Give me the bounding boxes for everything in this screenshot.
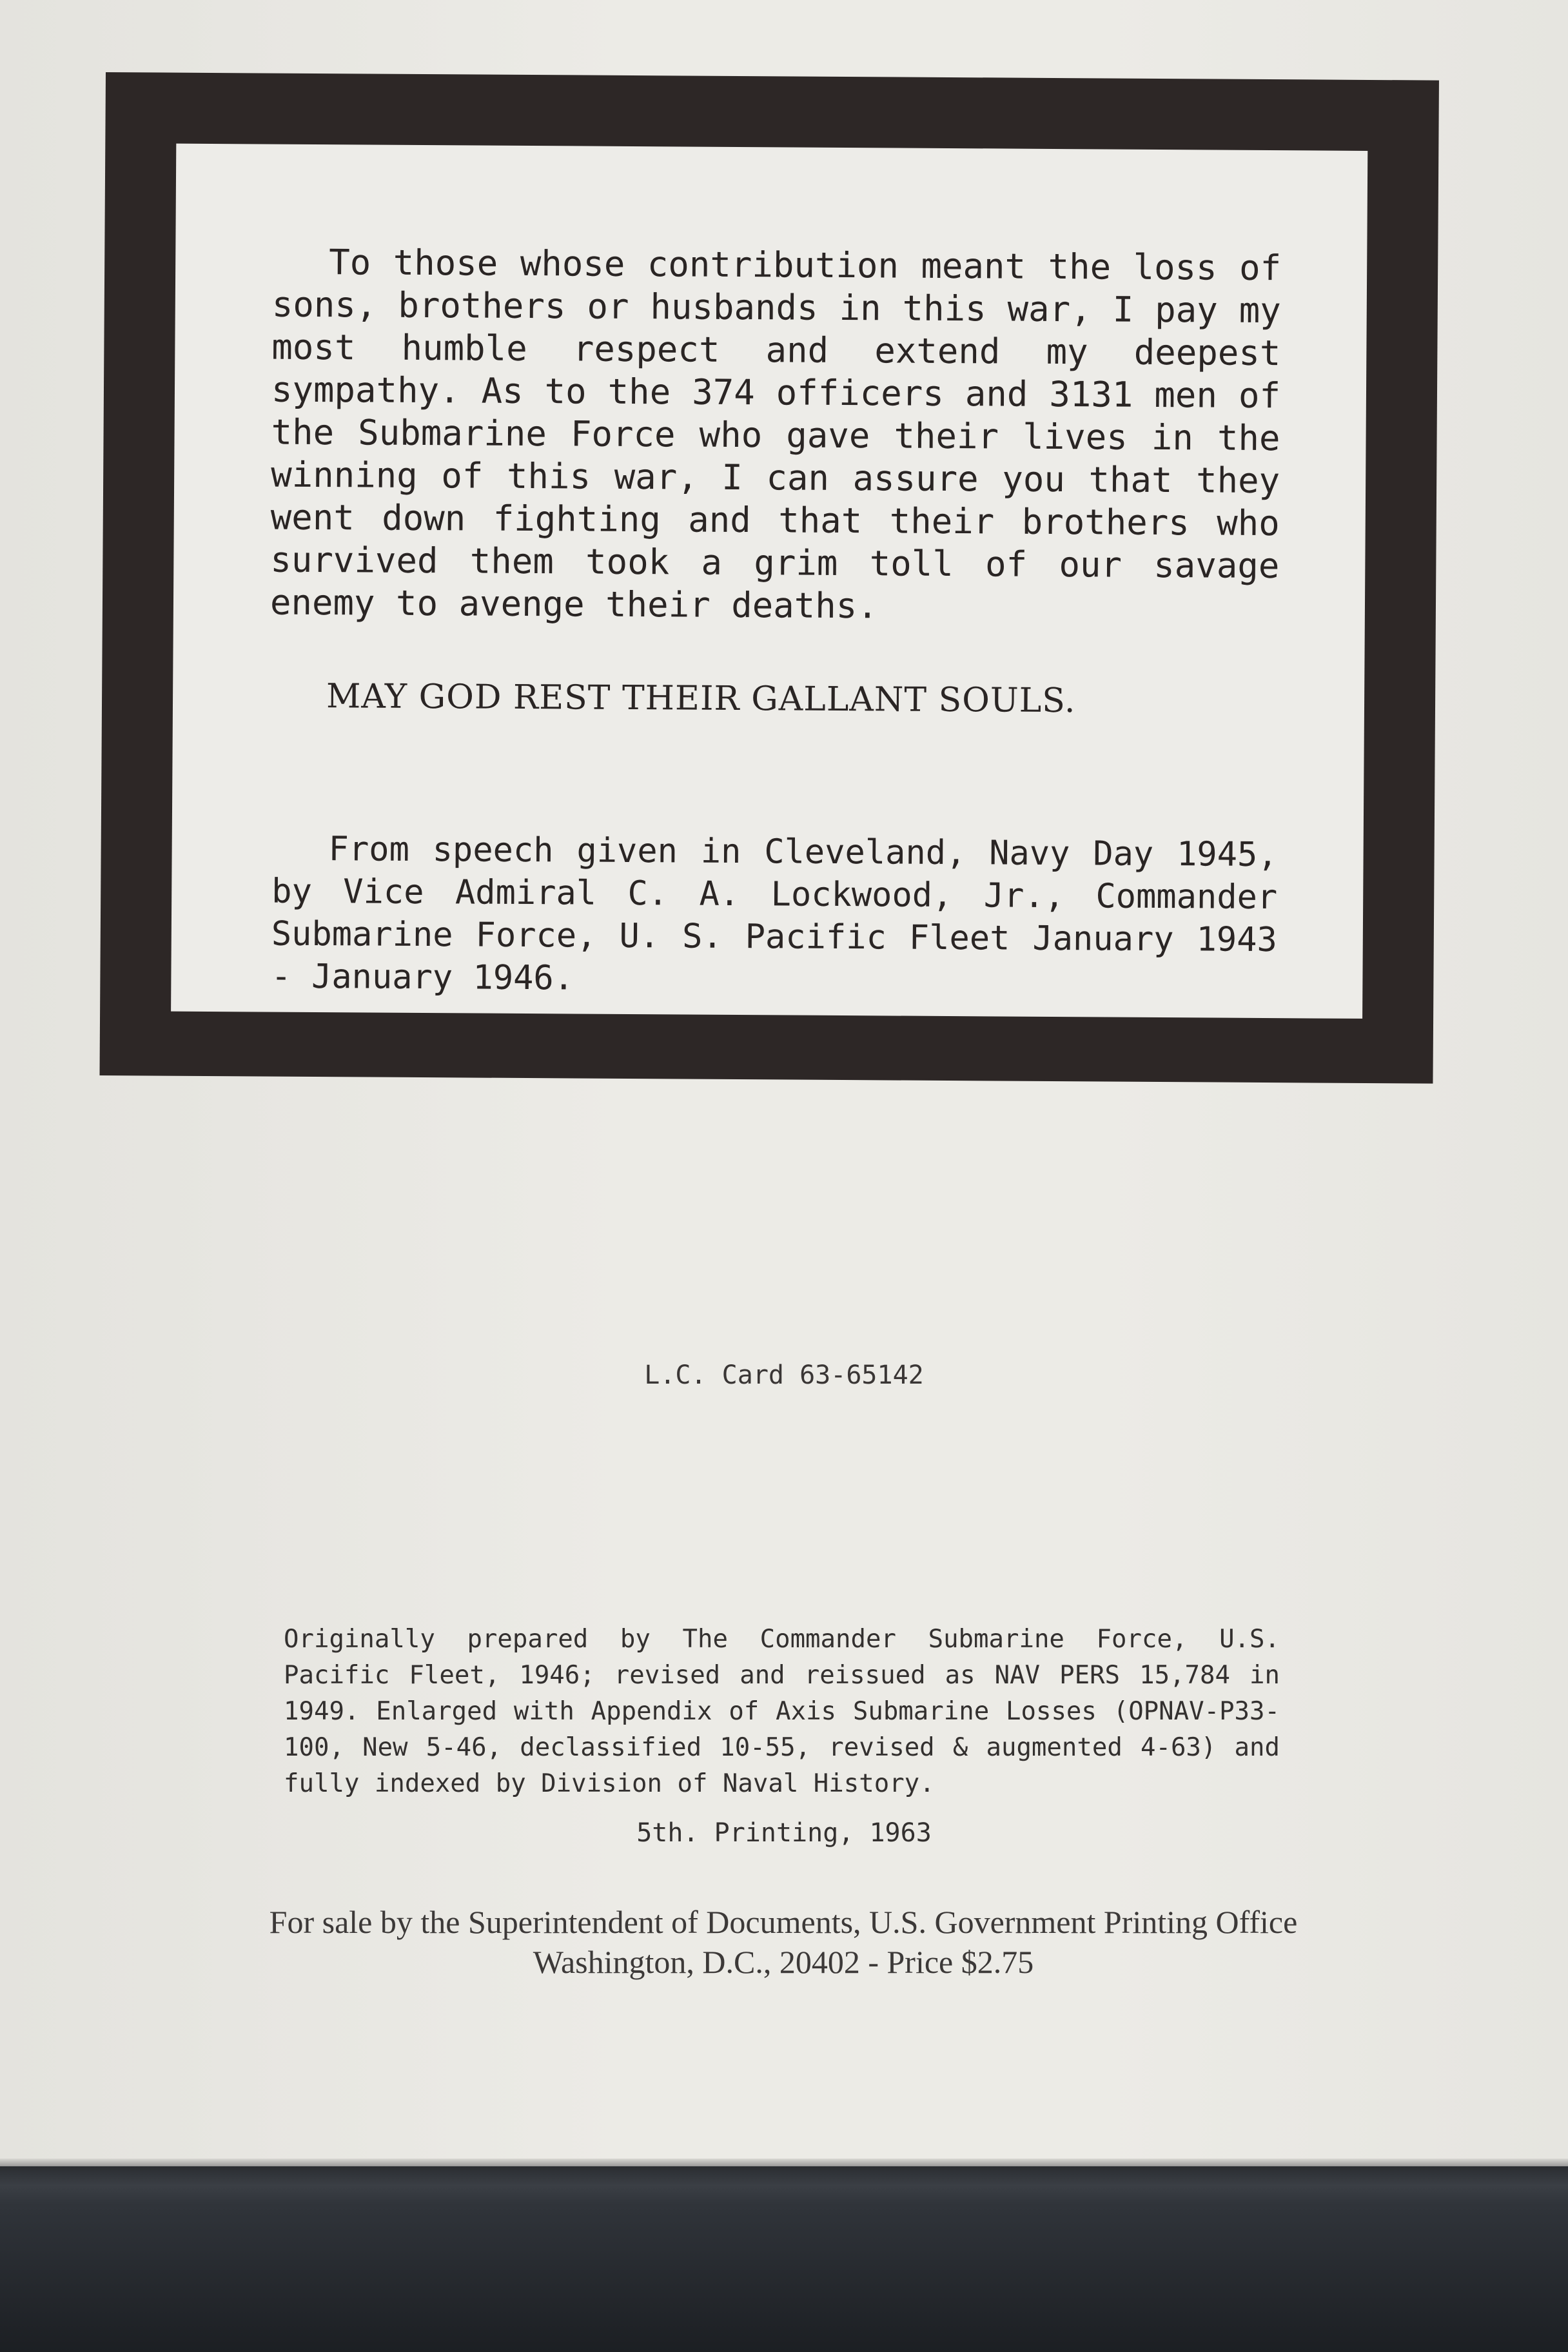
library-of-congress-card-number: L.C. Card 63-65142 [644, 1360, 924, 1390]
memorial-panel [171, 144, 1367, 1019]
sale-notice-line-2: Washington, D.C., 20402 - Price $2.75 [533, 1944, 1034, 1980]
printing-edition: 5th. Printing, 1963 [636, 1818, 932, 1848]
book-cover-edge [0, 2166, 1568, 2352]
sale-notice-line-1: For sale by the Superintendent of Documents, U.S. Government Printing Office [269, 1904, 1298, 1940]
memorial-black-border [99, 72, 1438, 1084]
memorial-source-citation: From speech given in Cleveland, Navy Day 1945, by Vice Admiral C. A. Lockwood, Jr., Commander Submarine Force, U. S. Pacific Fleet January 1943 - January 1946. [271, 830, 1278, 998]
memorial-text: To those whose contribution meant the loss of sons, brothers or husbands in this war, I pay my most humble respect and extend my deepest sympathy. As to the 374 officers and 3131 men of the Submarine Force who gave their lives in the winning of this war, I can assure you that they went down fighting and that their brothers who survived them took a grim toll of our savage enemy to avenge their deaths. [270, 242, 1282, 627]
sale-notice [139, 1902, 1428, 1982]
publication-history-note: Originally prepared by The Commander Submarine Force, U.S. Pacific Fleet, 1946; revised and reissued as NAV PERS 15,784 in 1949. Enlarged with Appendix of Axis Submarine Losses (OPNAV-P33-100, New 5-46, declassified 10-55, revised & augmented 4-63) and fully indexed by Division of Naval History. [284, 1625, 1280, 1798]
memorial-prayer: MAY GOD REST THEIR GALLANT SOULS. [326, 677, 1076, 721]
